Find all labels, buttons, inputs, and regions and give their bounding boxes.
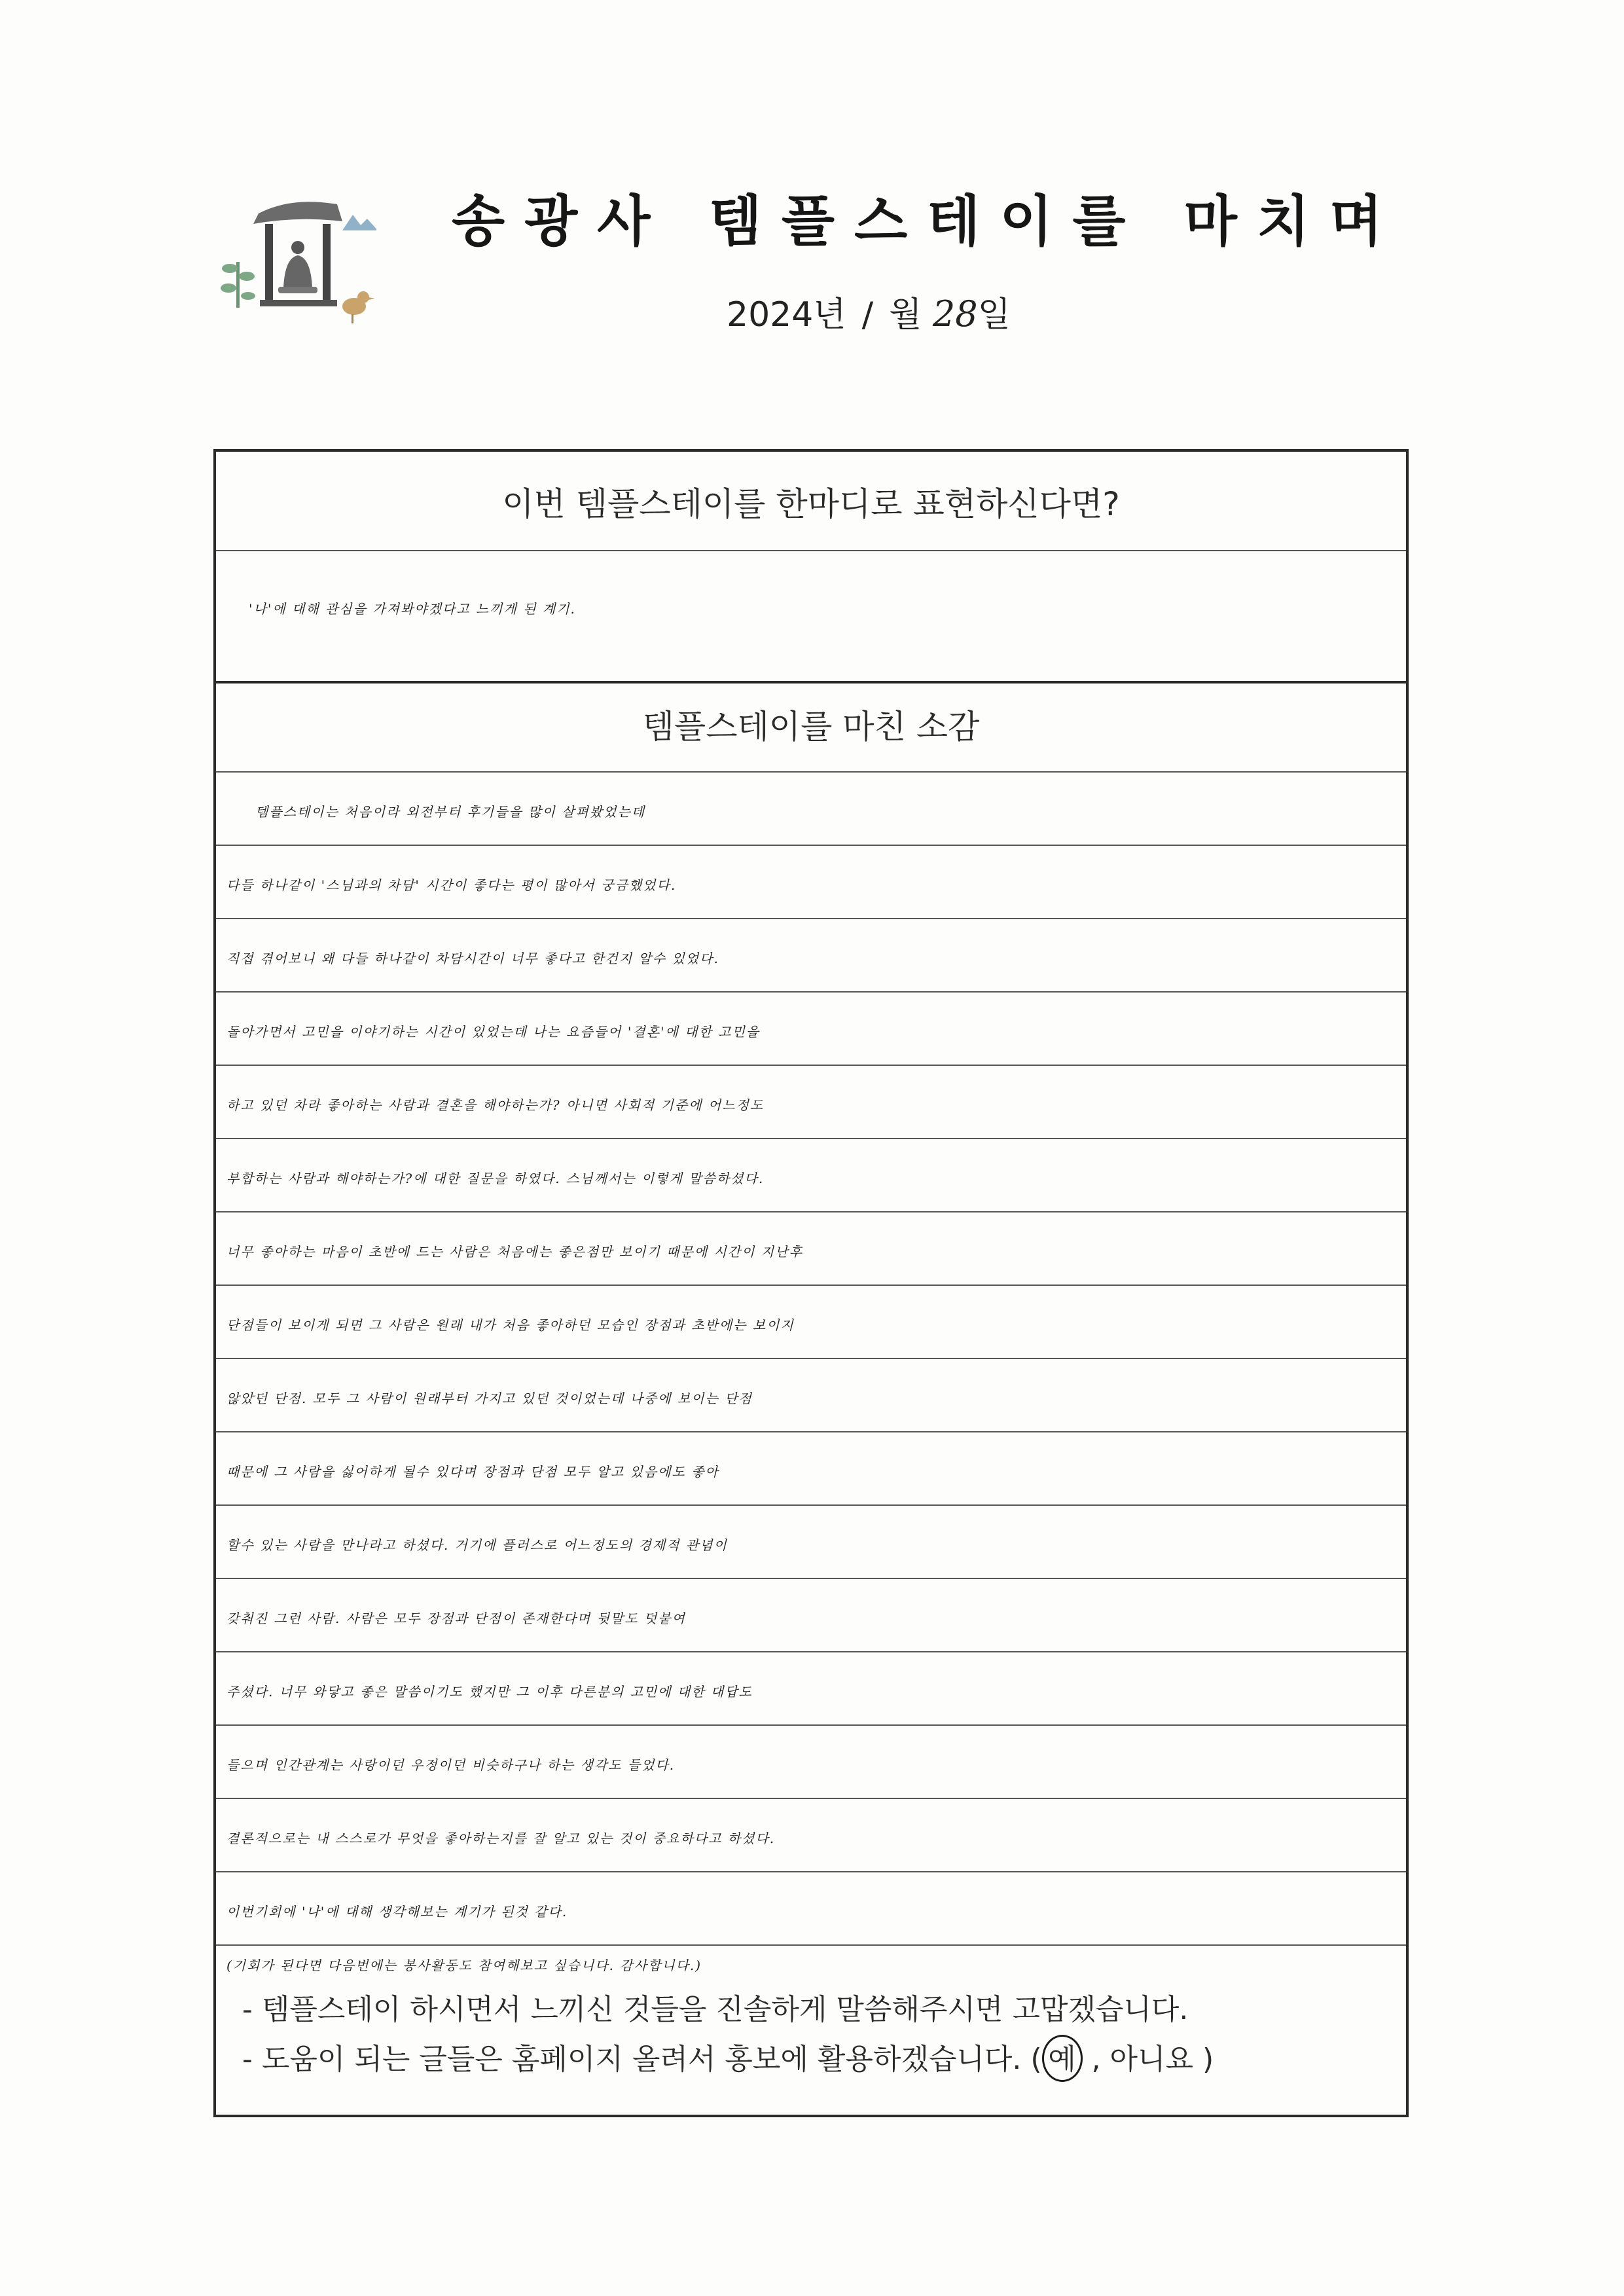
feedback-form	[213, 449, 1409, 2117]
impression-line: 직접 겪어보니 왜 다들 하나같이 차담시간이 너무 좋다고 한건지 알수 있었다.	[226, 951, 719, 966]
option-no: 아니요	[1110, 2043, 1194, 2076]
date-separator: /	[861, 295, 874, 335]
impressions-heading: 템플스테이를 마친 소감	[642, 708, 980, 746]
question-heading: 이번 템플스테이를 한마디로 표현하신다면?	[502, 485, 1120, 523]
leaf-icon	[221, 262, 255, 308]
impression-line: (기회가 된다면 다음번에는 봉사활동도 참여해보고 싶습니다. 감사합니다.)	[226, 1958, 702, 1973]
impression-line: 단점들이 보이게 되면 그 사람은 원래 내가 처음 좋아하던 모습인 장점과 초반에는 보이지	[226, 1317, 795, 1333]
roof-icon	[253, 202, 342, 224]
impression-line: 다들 하나같이 '스님과의 차담' 시간이 좋다는 평이 많아서 궁금했었다.	[226, 877, 677, 893]
consent-text: - 도움이 되는 글들은 홈페이지 올려서 홍보에 활용하겠습니다. (	[242, 2043, 1042, 2076]
impression-line: 이번기회에 '나'에 대해 생각해보는 계기가 된것 같다.	[226, 1904, 568, 1920]
temple-logo-icon	[213, 190, 376, 327]
note-honest-feedback: - 템플스테이 하시면서 느끼신 것들을 진솔하게 말씀해주시면 고맙겠습니다.	[242, 1993, 1189, 2026]
impression-line: 돌아가면서 고민을 이야기하는 시간이 있었는데 나는 요즘들어 '결혼'에 대한 고민을	[226, 1024, 761, 1040]
bird-icon	[342, 291, 375, 323]
consent-close: )	[1202, 2043, 1214, 2076]
impression-line: 부합하는 사람과 해야하는가?에 대한 질문을 하였다. 스님께서는 이렇게 말씀하셨다.	[226, 1171, 765, 1186]
mountain-icon	[342, 215, 376, 230]
date-month-label: 월	[889, 295, 922, 335]
impression-line: 너무 좋아하는 마음이 초반에 드는 사람은 처음에는 좋은점만 보이기 때문에 시간이 지난후	[226, 1244, 803, 1260]
impression-line: 않았던 단점. 모두 그 사람이 원래부터 가지고 있던 것이었는데 나중에 보이는 단점	[226, 1391, 753, 1406]
impression-line: 템플스테이는 처음이라 외전부터 후기들을 많이 살펴봤었는데	[255, 804, 646, 820]
date-day-handwritten: 28	[932, 293, 978, 335]
impression-line: 할수 있는 사람을 만나라고 하셨다. 거기에 플러스로 어느정도의 경제적 관념이	[226, 1537, 728, 1553]
impression-line: 결론적으로는 내 스스로가 무엇을 좋아하는지를 잘 알고 있는 것이 중요하다고 하셨다.	[226, 1831, 776, 1846]
note-homepage-consent	[242, 2033, 1214, 2086]
impression-line: 하고 있던 차라 좋아하는 사람과 결혼을 해야하는가? 아니면 사회적 기준에 어느정도	[226, 1097, 765, 1113]
impression-line: 들으며 인간관계는 사랑이던 우정이던 비슷하구나 하는 생각도 들었다.	[226, 1757, 676, 1773]
date-line	[727, 288, 1011, 340]
option-yes-circled: 예	[1042, 2035, 1083, 2082]
page-title: 송광사 템플스테이를 마치며	[452, 189, 1403, 253]
impression-line: 갖춰진 그런 사람. 사람은 모두 장점과 단점이 존재한다며 뒷말도 덧붙여	[226, 1611, 686, 1626]
date-year: 2024년	[727, 295, 846, 335]
impression-line: 주셨다. 너무 와닿고 좋은 말씀이기도 했지만 그 이후 다른분의 고민에 대한 대답도	[226, 1684, 753, 1700]
one-word-answer: '나'에 대해 관심을 가져봐야겠다고 느끼게 된 계기.	[249, 601, 576, 617]
date-day-label: 일	[977, 295, 1011, 335]
impression-line: 때문에 그 사람을 싫어하게 될수 있다며 장점과 단점 모두 알고 있음에도 좋아	[226, 1464, 719, 1480]
option-separator: ,	[1091, 2043, 1101, 2076]
